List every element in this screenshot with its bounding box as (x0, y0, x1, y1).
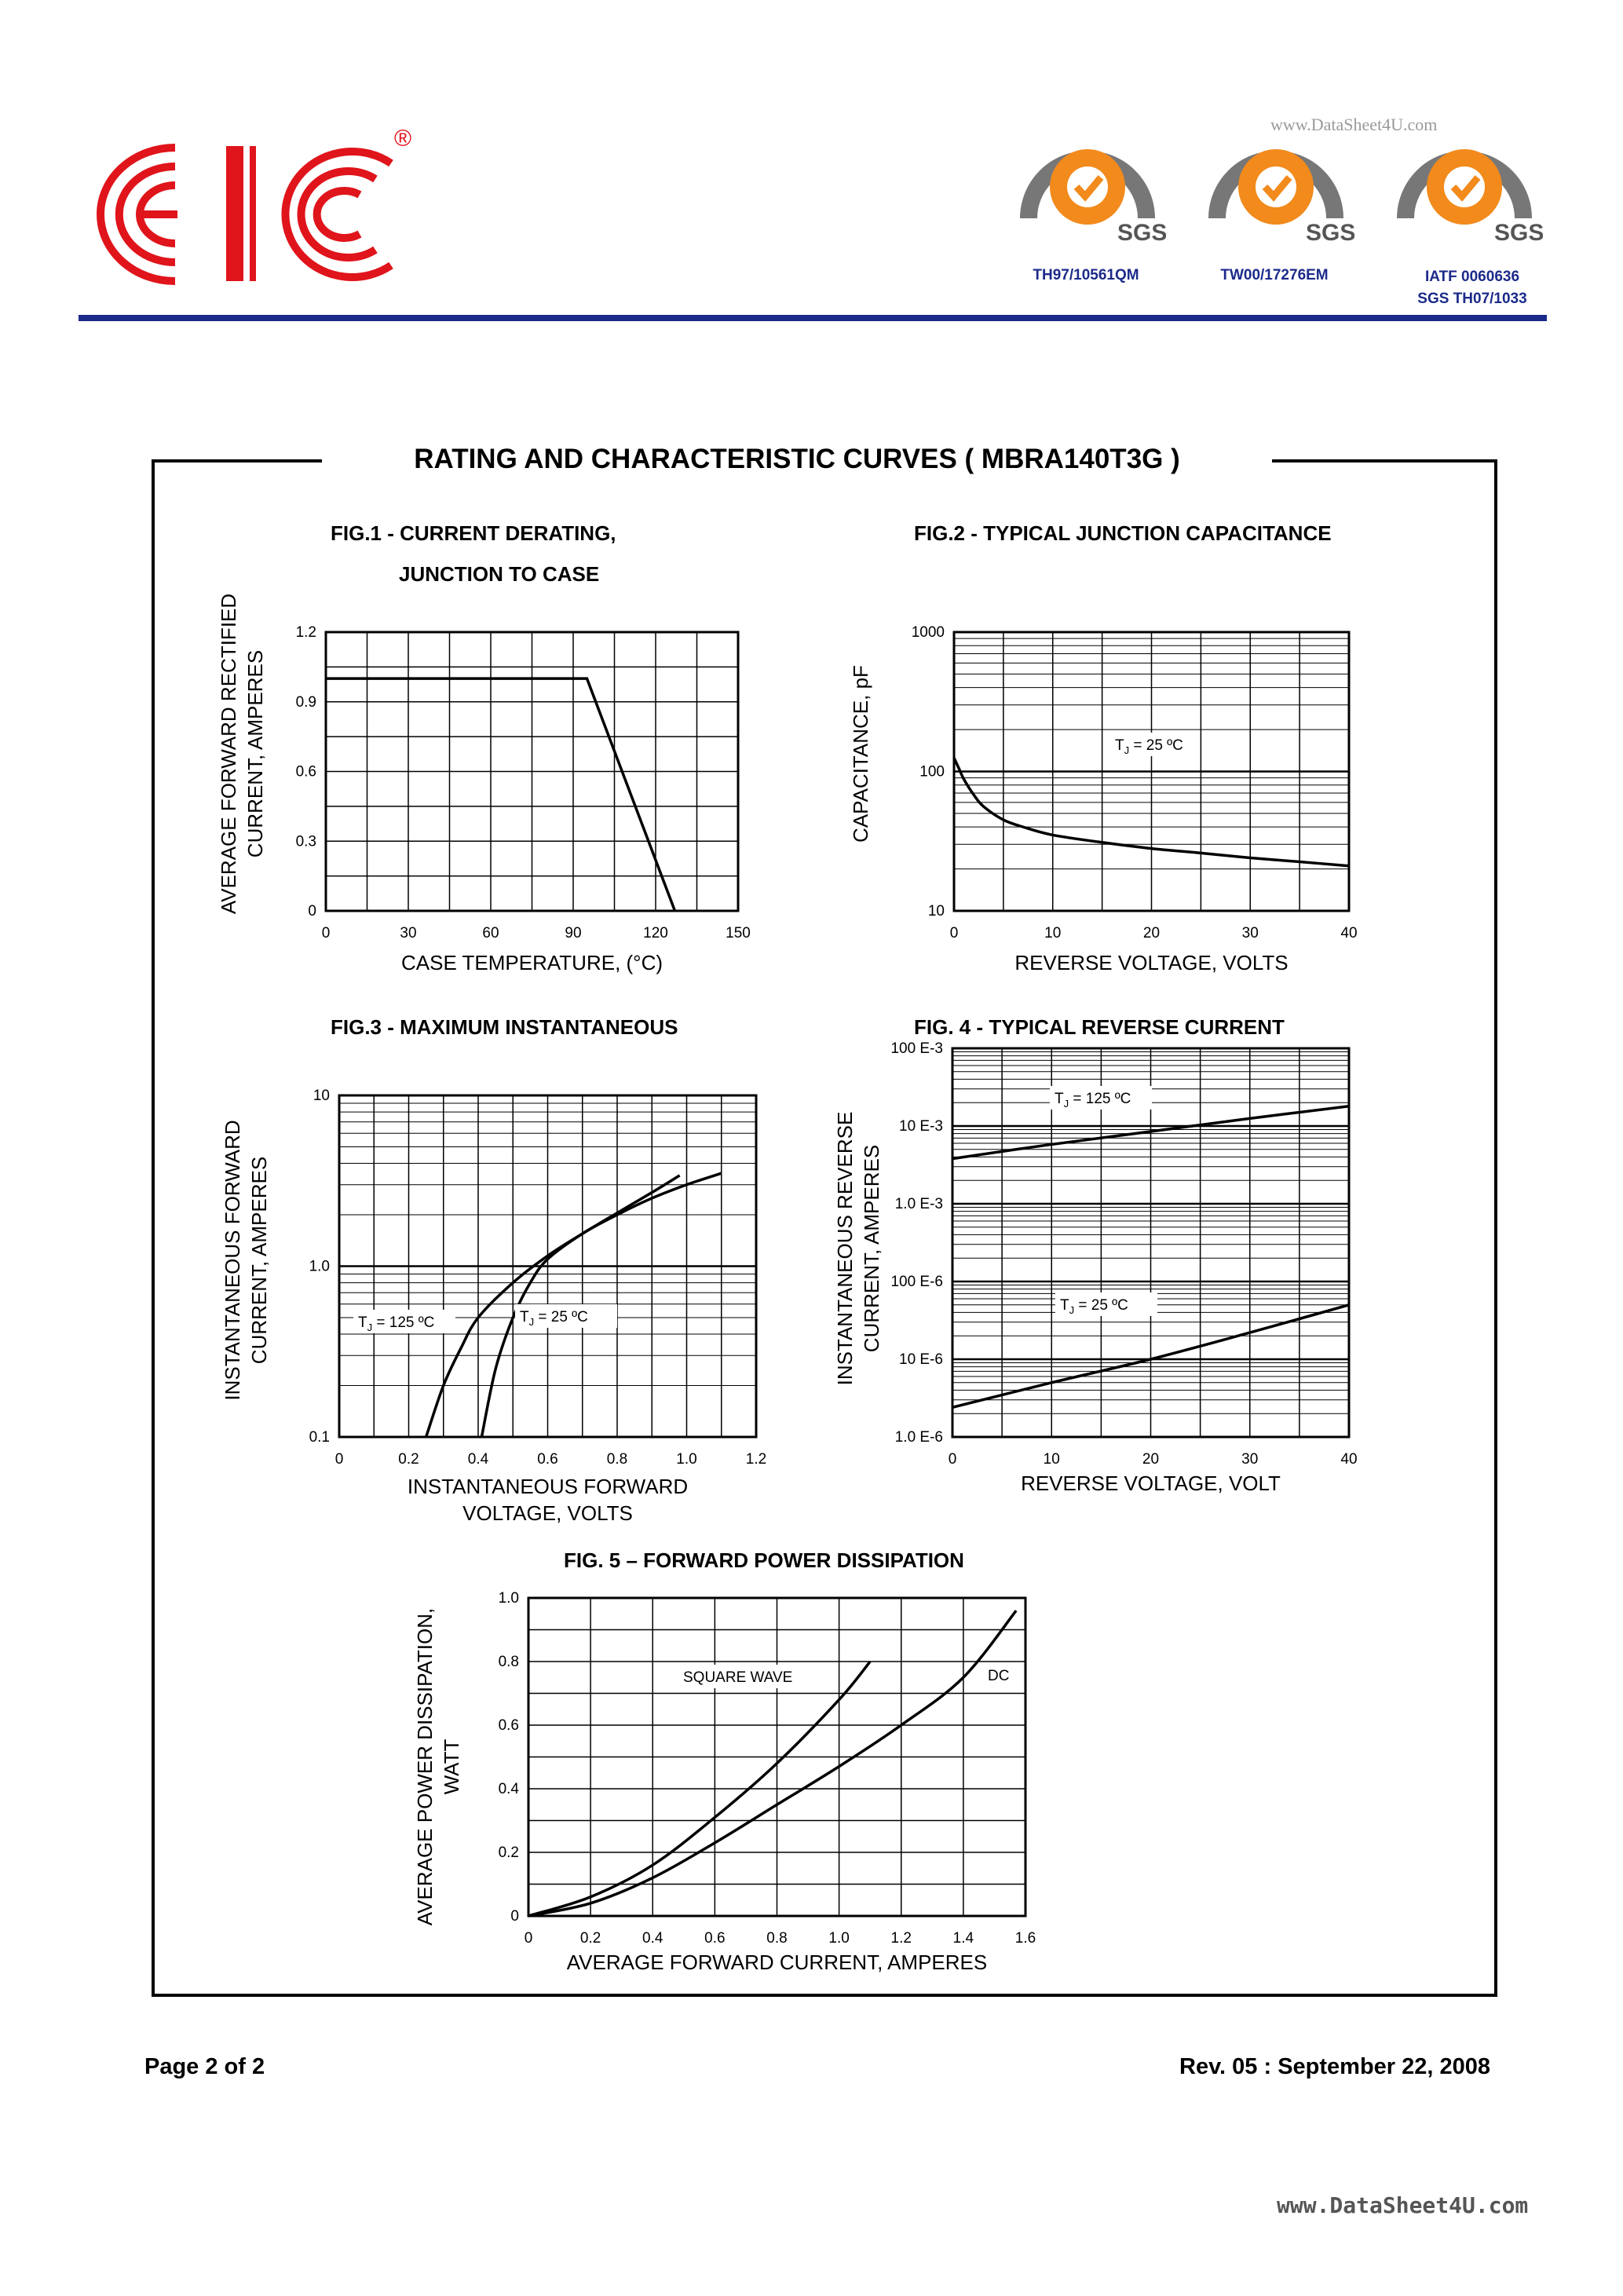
fig1-ytick: 1.2 (295, 624, 316, 641)
fig4-xtick: 30 (1241, 1451, 1259, 1468)
fig2-xtick: 10 (1044, 925, 1062, 941)
fig3-xtick: 1.2 (745, 1451, 767, 1468)
fig4-xtick: 10 (1043, 1451, 1060, 1468)
fig1-xtick: 60 (482, 925, 499, 941)
fig4-title: FIG. 4 - TYPICAL REVERSE CURRENT (914, 1015, 1285, 1039)
fig3-title: FIG.3 - MAXIMUM INSTANTANEOUS (331, 1015, 678, 1039)
svg-text:SGS: SGS (1117, 220, 1166, 246)
svg-text:SGS: SGS (1306, 220, 1354, 246)
cert-code-1: TH97/10561QM (1033, 267, 1139, 283)
svg-text:SGS: SGS (1494, 220, 1543, 246)
fig1-xtick: 90 (565, 925, 582, 941)
fig1-subtitle: JUNCTION TO CASE (399, 562, 600, 586)
top-watermark: www.DataSheet4U.com (1270, 115, 1438, 134)
revision-date: Rev. 05 : September 22, 2008 (1179, 2054, 1491, 2079)
fig3-xtick: 0.4 (467, 1451, 489, 1468)
fig5-ytick: 0 (510, 1908, 519, 1925)
fig4-ytick: 1.0 E-6 (894, 1429, 943, 1446)
fig5-xlabel: AVERAGE FORWARD CURRENT, AMPERES (566, 1951, 988, 1974)
fig5-series-line-1 (528, 1610, 1016, 1916)
fig1-ytick: 0.9 (295, 693, 316, 711)
fig5-ylabel: WATT (440, 1738, 463, 1795)
fig5-title: FIG. 5 – FORWARD POWER DISSIPATION (564, 1548, 964, 1572)
fig1-title: FIG.1 - CURRENT DERATING, (331, 521, 616, 545)
registered-mark: ® (394, 126, 412, 152)
cert-code-3b: SGS TH07/1033 (1417, 291, 1527, 307)
fig1-ytick: 0 (308, 903, 316, 919)
fig3-xtick: 1.0 (676, 1451, 697, 1468)
fig4-ytick: 100 E-3 (890, 1040, 943, 1057)
fig2-annotation: $T_J = 25$ ºC (1115, 737, 1183, 756)
page-title: RATING AND CHARACTERISTIC CURVES ( MBRA140T3G ) (414, 444, 1180, 474)
fig3-ytick: 0.1 (309, 1429, 330, 1446)
fig2-xtick: 30 (1241, 925, 1259, 941)
fig4-ylabel: INSTANTANEOUS REVERSE (833, 1111, 857, 1386)
fig2-xtick: 0 (949, 925, 959, 941)
fig2-xtick: 20 (1142, 925, 1161, 941)
fig5-xtick: 0.2 (579, 1930, 601, 1947)
fig5-ytick: 0.2 (498, 1844, 519, 1861)
page-number: Page 2 of 2 (144, 2054, 265, 2079)
fig5-xtick: 1.0 (828, 1930, 850, 1947)
fig1-ytick: 0.3 (295, 833, 316, 850)
fig1-ytick: 0.6 (295, 763, 316, 781)
fig3-ylabel: CURRENT, AMPERES (247, 1156, 271, 1365)
fig5-ytick: 0.4 (498, 1781, 519, 1797)
fig5-ytick: 0.6 (498, 1717, 519, 1734)
fig3-xtick: 0.6 (537, 1451, 558, 1468)
fig5-xtick: 1.6 (1014, 1930, 1036, 1947)
bottom-watermark: www.DataSheet4U.com (1277, 2192, 1529, 2218)
fig3-xlabel: INSTANTANEOUS FORWARD (407, 1475, 689, 1498)
fig3-series-label: $T_J = 125$ ºC (358, 1314, 435, 1333)
fig4-series-label: $T_J = 125$ ºC (1055, 1091, 1131, 1110)
fig5-series-label: SQUARE WAVE (683, 1669, 793, 1686)
fig4-ylabel: CURRENT, AMPERES (860, 1144, 883, 1353)
cert-code-2: TW00/17276EM (1220, 267, 1329, 283)
fig3-xlabel: VOLTAGE, VOLTS (462, 1501, 633, 1525)
fig1-xtick: 150 (726, 925, 751, 941)
fig2-title: FIG.2 - TYPICAL JUNCTION CAPACITANCE (914, 521, 1332, 545)
fig5-ytick: 1.0 (498, 1590, 519, 1607)
fig5-xtick: 0.8 (766, 1930, 788, 1947)
fig3-xtick: 0.8 (606, 1451, 628, 1468)
fig4-series-label: $T_J = 25$ ºC (1060, 1297, 1128, 1316)
fig3-ytick: 10 (313, 1088, 330, 1104)
fig5-xtick: 0.6 (704, 1930, 726, 1947)
cert-code-3: IATF 0060636 (1424, 269, 1520, 285)
fig1-xlabel: CASE TEMPERATURE, (°C) (400, 951, 663, 974)
fig1-ylabel: CURRENT, AMPERES (243, 649, 267, 858)
fig5-xtick: 1.2 (890, 1930, 912, 1947)
fig4-ytick: 10 E-3 (899, 1118, 943, 1135)
fig2-ytick: 100 (919, 763, 945, 781)
fig2-ytick: 10 (927, 903, 945, 919)
fig4-ytick: 100 E-6 (890, 1274, 943, 1290)
fig5-ylabel: AVERAGE POWER DISSIPATION, (413, 1607, 437, 1926)
fig4-ytick: 1.0 E-3 (894, 1196, 943, 1212)
fig5-ytick: 0.8 (498, 1654, 519, 1670)
fig5-series-label: DC (988, 1668, 1010, 1684)
fig5-xtick: 0 (524, 1930, 533, 1947)
fig1-ylabel: AVERAGE FORWARD RECTIFIED (217, 593, 240, 915)
fig1-xtick: 30 (400, 925, 417, 941)
fig3-ytick: 1.0 (309, 1258, 330, 1275)
fig4-xtick: 20 (1142, 1451, 1160, 1468)
fig3-xtick: 0.2 (398, 1451, 419, 1468)
fig2-ylabel: CAPACITANCE, pF (849, 665, 872, 843)
fig1-xtick: 120 (643, 925, 668, 941)
fig5-xtick: 0.4 (642, 1930, 663, 1947)
fig4-xtick: 40 (1340, 1451, 1358, 1468)
fig3-series-label: $T_J = 25$ ºC (520, 1309, 588, 1328)
fig3-xtick: 0 (334, 1451, 344, 1468)
fig4-ytick: 10 E-6 (899, 1351, 943, 1368)
fig3-ylabel: INSTANTANEOUS FORWARD (221, 1120, 244, 1401)
fig2-ytick: 1000 (911, 624, 945, 641)
fig4-xtick: 0 (948, 1451, 957, 1468)
fig1-xtick: 0 (321, 925, 331, 941)
fig5-xtick: 1.4 (952, 1930, 974, 1947)
fig4-xlabel: REVERSE VOLTAGE, VOLT (1021, 1472, 1281, 1495)
fig2-xlabel: REVERSE VOLTAGE, VOLTS (1014, 951, 1289, 974)
fig2-xtick: 40 (1340, 925, 1358, 941)
